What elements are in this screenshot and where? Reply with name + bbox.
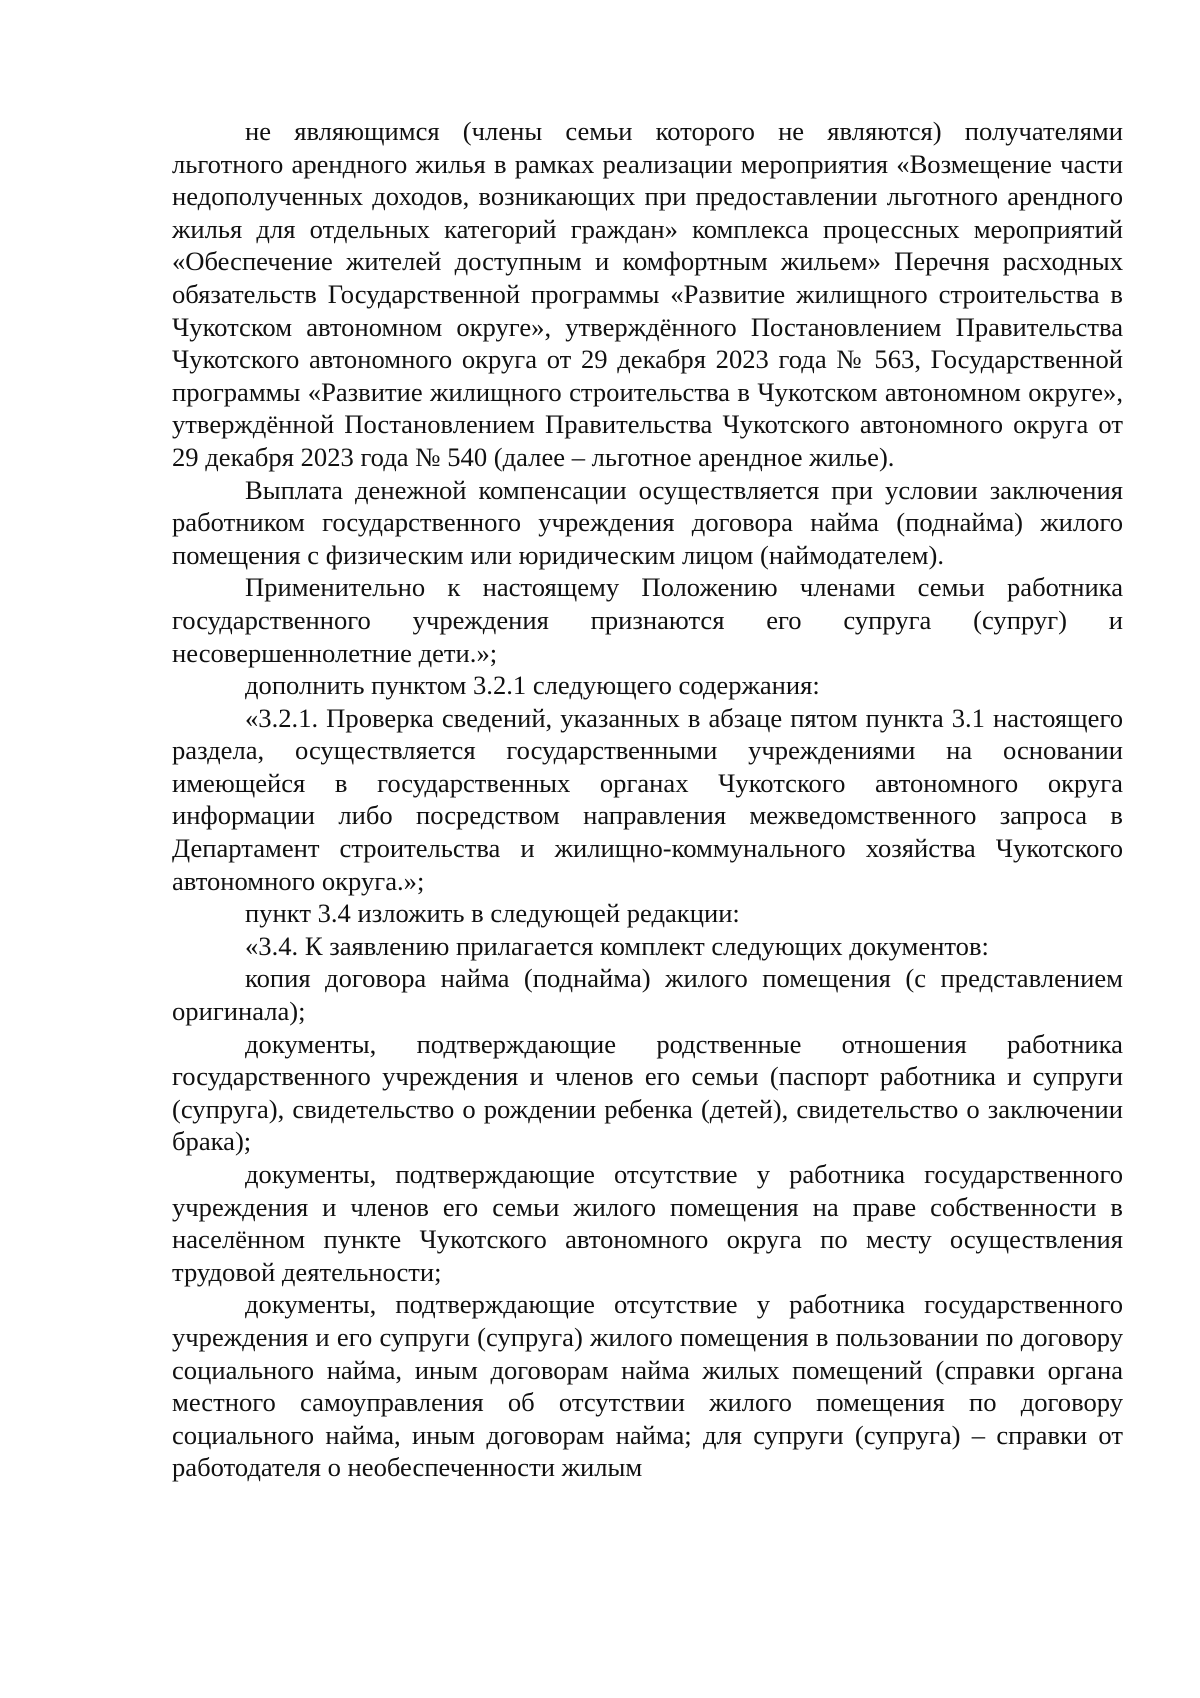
paragraph-9: документы, подтверждающие родственные отношения работника государственного учреждения и членов его семьи (паспорт работника и супруги (супруга), свидетельство о рождении ребенка (детей), свидетельство о заключении брака); [172,1028,1123,1157]
paragraph-4: дополнить пунктом 3.2.1 следующего содержания: [245,670,820,701]
paragraph-2: Выплата денежной компенсации осуществляется при условии заключения работником государственного учреждения договора найма (поднайма) жилого помещения с физическим или юридическим лицом (наймодателем). [172,474,1123,570]
paragraph-3: Применительно к настоящему Положению членами семьи работника государственного учреждения признаются его супруга (супруг) и несовершеннолетние дети.»; [172,572,1123,668]
paragraph-5: «3.2.1. Проверка сведений, указанных в абзаце пятом пункта 3.1 настоящего раздела, осуществляется государственными учреждениями на основании имеющейся в государственных органах Чукотского автономного округа информации либо посредством направления межведомственного запроса в Департамент строительства и жилищно-коммунального хозяйства Чукотского автономного округа.»; [172,702,1123,896]
paragraph-11: документы, подтверждающие отсутствие у работника государственного учреждения и его супруги (супруга) жилого помещения в пользовании по договору социального найма, иным договорам найма жилых помещений (справки органа местного самоуправления об отсутствии жилого помещения по договору социального найма, иным договорам найма; для супруги (супруга) – справки от работодателя о необеспеченности жилым [172,1289,1123,1483]
paragraph-6: пункт 3.4 изложить в следующей редакции: [245,898,740,929]
paragraph-7: «3.4. К заявлению прилагается комплект следующих документов: [245,930,989,961]
document-body [172,115,1123,1484]
paragraph-8: копия договора найма (поднайма) жилого помещения (с представлением оригинала); [172,963,1123,1027]
paragraph-1: не являющимся (члены семьи которого не являются) получателями льготного арендного жилья в рамках реализации мероприятия «Возмещение части недополученных доходов, возникающих при предоставлении льготного арендного жилья для отдельных категорий граждан» комплекса процессных мероприятий «Обеспечение жителей доступным и комфортным жильем» Перечня расходных обязательств Государственной программы «Развитие жилищного строительства в Чукотском автономном округе», утверждённого Постановлением Правительства Чукотского автономного округа от 29 декабря 2023 года № 563, Государственной программы «Развитие жилищного строительства в Чукотском автономном округе», утверждённой Постановлением Правительства Чукотского автономного округа от 29 декабря 2023 года № 540 (далее – льготное арендное жилье). [172,116,1123,472]
paragraph-10: документы, подтверждающие отсутствие у работника государственного учреждения и членов его семьи жилого помещения на праве собственности в населённом пункте Чукотского автономного округа по месту осуществления трудовой деятельности; [172,1159,1123,1287]
